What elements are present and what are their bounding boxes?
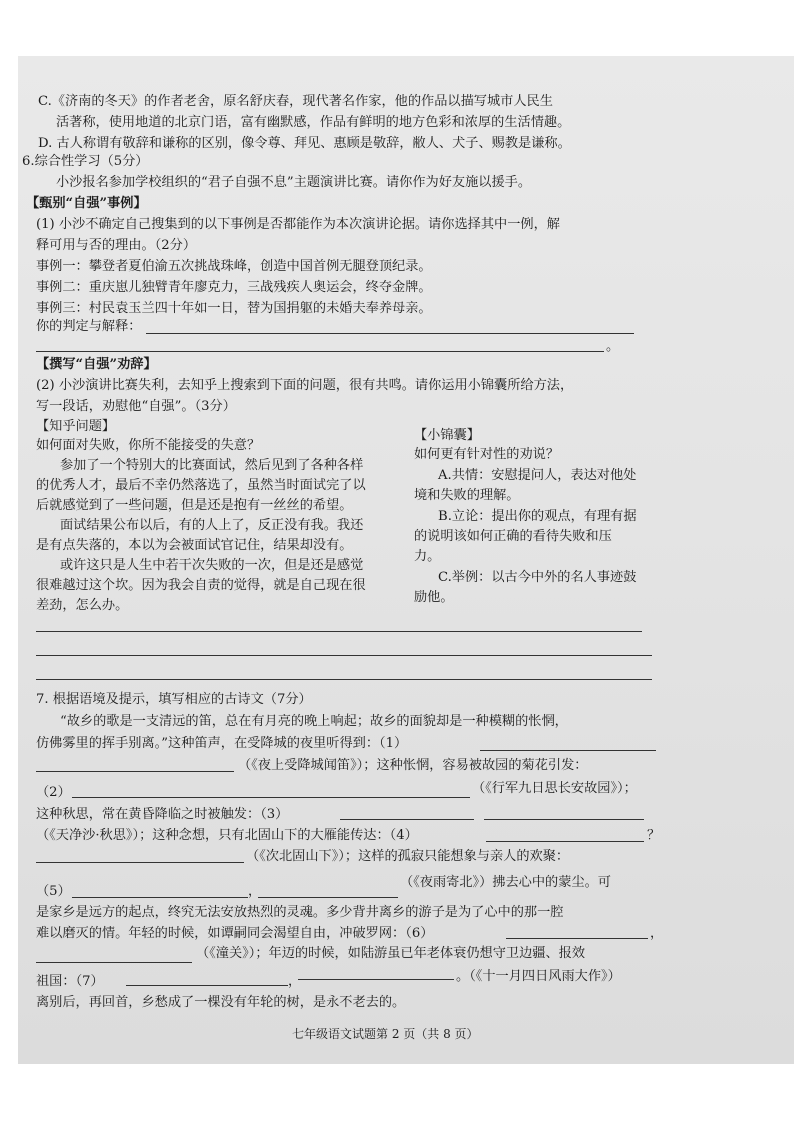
answer-line[interactable] <box>36 351 604 352</box>
tip-a: A.共情：安慰提问人，表达对他处 <box>438 468 637 483</box>
blank-5a[interactable] <box>72 897 248 898</box>
question-7-text: 是家乡是远方的起点，终究无法安放热烈的灵魂。多少背井离乡的游子是为了心中的那一腔 <box>36 905 564 920</box>
option-d: D. 古人称谓有敬辞和谦称的区别，像令尊、拜见、惠顾是敬辞，敝人、犬子、赐教是谦称。 <box>38 136 571 151</box>
blank-3a[interactable] <box>340 819 474 820</box>
comma: ， <box>650 926 664 941</box>
answer-line[interactable] <box>146 333 634 334</box>
zhihu-text: 差劲，怎么办。 <box>36 598 129 613</box>
blank-1b[interactable] <box>36 771 234 772</box>
blank-2-label: （2） <box>36 785 71 800</box>
blank-4a[interactable] <box>486 841 644 842</box>
question-7-text: “故乡的歌是一支清远的笛，总在有月亮的晚上响起；故乡的面貌却是一种模糊的怅惘， <box>60 714 568 729</box>
question-7-text: （《行军九日思长安故园》）； <box>472 781 637 796</box>
answer-line[interactable] <box>36 679 652 680</box>
blank-1[interactable] <box>480 750 656 751</box>
option-c-line1: C.《济南的冬天》的作者老舍，原名舒庆春，现代著名作家，他的作品以描写城市人民生 <box>38 94 553 109</box>
blank-4b[interactable] <box>36 862 244 863</box>
comma: ， <box>248 884 262 899</box>
blank-3b[interactable] <box>484 819 644 820</box>
question-6-title: 6.综合性学习（5分） <box>22 154 149 169</box>
question-7-closing: 离别后，再回首，乡愁成了一棵没有年轮的树，是永不老去的。 <box>36 995 406 1010</box>
answer-line[interactable] <box>36 631 642 632</box>
question-7-text: 难以磨灭的情。年轻的时候，如谭嗣同会渴望自由，冲破罗网：（6） <box>36 926 434 941</box>
question-7-text: 。（《十一月四日风雨大作》） <box>456 969 621 984</box>
tip-b: 力。 <box>414 549 441 564</box>
example-3: 事例三：村民袁玉兰四十年如一日，替为国捐躯的未婚夫奉养母亲。 <box>36 301 432 316</box>
question-6-intro: 小沙报名参加学校组织的“君子自强不息”主题演讲比赛。请你作为好友施以援手。 <box>56 175 532 190</box>
zhihu-text: 的优秀人才，最后不幸仍然落选了，虽然当时面试完了以 <box>36 478 366 493</box>
tip-b: B.立论：提出你的观点，有理有据 <box>438 509 637 524</box>
question-7-text: 仿佛雾里的挥手别离。”这种笛声，在受降城的夜里听得到：（1） <box>36 736 408 751</box>
zhihu-text: 面试结果公布以后，有的人上了，反正没有我。我还 <box>60 518 364 533</box>
comma: ， <box>288 974 302 989</box>
blank-5-label: （5） <box>36 884 71 899</box>
sub-question-2-line2: 写一段话，劝慰他“自强”。（3分） <box>36 399 236 414</box>
tips-title: 【小锦囊】 <box>414 428 480 443</box>
tip-c: C.举例：以古今中外的名人事迹鼓 <box>438 570 637 585</box>
zhihu-text: 很难越过这个坎。因为我会自责的觉得，就是自己现在很 <box>36 578 366 593</box>
sub-question-1-line1: (1) 小沙不确定自己搜集到的以下事例是否都能作为本次演讲论据。请你选择其中一例，解 <box>36 217 560 232</box>
question-7-text: （《夜上受降城闻笛》）；这种怅惘，容易被故园的菊花引发： <box>238 758 588 773</box>
option-c-line2: 活著称，使用地道的北京门语，富有幽默感，作品有鲜明的地方色彩和浓厚的生活情趣。 <box>56 115 571 130</box>
blank-7a[interactable] <box>126 985 288 986</box>
question-7-text: （《潼关》）；年迈的时候，如陆游虽已年老体衰仍想守卫边疆、报效 <box>196 946 586 961</box>
section-write-title: 【撰写“自强”劝辞】 <box>36 357 157 372</box>
blank-6a[interactable] <box>506 938 648 939</box>
question-7-text: （《夜雨寄北》）拂去心中的蒙尘。可 <box>400 875 611 890</box>
zhihu-text: 或许这只是人生中若干次失败的一次，但是还是感觉 <box>60 558 364 573</box>
example-2: 事例二：重庆崽儿独臂青年廖克力，三战残疾人奥运会，终夺金牌。 <box>36 280 432 295</box>
section-identify-title: 【甄别“自强”事例】 <box>26 196 147 211</box>
sub-question-2-line1: (2) 小沙演讲比赛失利，去知乎上搜索到下面的问题，很有共鸣。请你运用小锦囊所给方法， <box>36 378 574 393</box>
blank-5b[interactable] <box>258 897 398 898</box>
blank-7b[interactable] <box>298 979 454 980</box>
zhihu-text: 后就感觉到了一些问题，但是还是抱有一丝丝的希望。 <box>36 498 353 513</box>
blank-7-label: 祖国：（7） <box>36 974 104 989</box>
zhihu-text: 参加了一个特别大的比赛面试，然后见到了各种各样 <box>60 458 364 473</box>
blank-2[interactable] <box>72 797 470 798</box>
answer-line[interactable] <box>36 655 652 656</box>
tip-a: 境和失败的理解。 <box>414 488 520 503</box>
tip-c: 励他。 <box>414 590 454 605</box>
question-7-text: 这种秋思，常在黄昏降临之时被触发：（3） <box>36 807 289 822</box>
question-7-text: （《天净沙·秋思》）；这种念想，只有北固山下的大雁能传达：（4） <box>36 828 418 843</box>
question-7-title: 7. 根据语境及提示，填写相应的古诗文（7分） <box>36 692 312 707</box>
period-mark: 。 <box>606 339 620 354</box>
tip-b: 的说明该如何正确的看待失败和压 <box>414 529 612 544</box>
example-1: 事例一：攀登者夏伯渝五次挑战珠峰，创造中国首例无腿登顶纪录。 <box>36 259 432 274</box>
zhihu-question: 如何面对失败，你所不能接受的失意？ <box>36 438 261 453</box>
sub-question-1-line2: 释可用与否的理由。（2分） <box>36 238 197 253</box>
tips-question: 如何更有针对性的劝说？ <box>414 447 560 462</box>
question-7-text: （《次北固山下》）；这样的孤寂只能想象与亲人的欢聚： <box>246 849 570 864</box>
question-mark: ？ <box>647 828 661 843</box>
page-footer: 七年级语文试题第 2 页（共 8 页） <box>292 1027 479 1041</box>
zhihu-text: 是有点失落的，本以为会被面试官记住，结果却没有。 <box>36 538 353 553</box>
blank-6b[interactable] <box>36 962 192 963</box>
zhihu-title: 【知乎问题】 <box>36 419 116 434</box>
judgement-label: 你的判定与解释： <box>36 319 142 334</box>
